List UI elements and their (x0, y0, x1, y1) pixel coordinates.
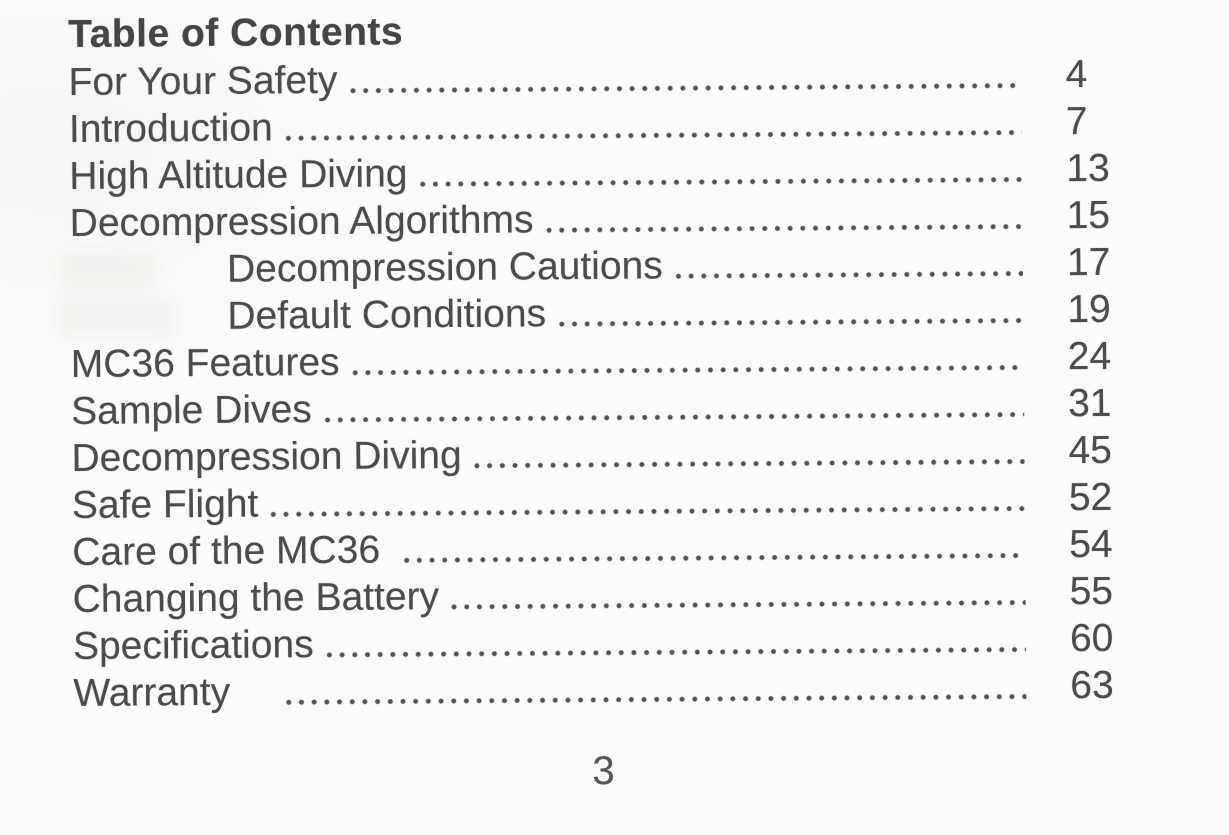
toc-entry (71, 380, 1140, 435)
toc-entry-label: Safe Flight (71, 482, 259, 527)
toc-entry-label: Warranty (73, 670, 274, 715)
dot-leader (471, 458, 1025, 470)
toc-entry (72, 568, 1141, 623)
toc-entry-label: Introduction (68, 106, 273, 151)
dot-leader (543, 223, 1023, 235)
toc-entry (71, 333, 1140, 388)
dot-leader (282, 129, 1022, 143)
dot-leader (448, 598, 1026, 611)
dot-leader (267, 504, 1025, 518)
dot-leader (555, 317, 1023, 329)
toc-entry-page: 60 (1069, 616, 1114, 661)
dot-leader (283, 692, 1027, 706)
toc-entry (71, 427, 1140, 482)
table-of-contents (68, 2, 1143, 717)
toc-entry (70, 286, 1139, 341)
toc-entry-page: 63 (1070, 663, 1114, 708)
toc-entry-page: 31 (1067, 381, 1112, 426)
toc-entry (68, 51, 1137, 106)
toc-entry-label: High Altitude Diving (69, 152, 408, 198)
toc-entry-page: 17 (1066, 240, 1111, 285)
toc-entry (69, 145, 1138, 200)
dot-leader (346, 82, 1021, 95)
toc-entry-label: Care of the MC36 (72, 528, 392, 574)
toc-entry (73, 662, 1142, 717)
toc-entry-label: Sample Dives (70, 388, 312, 433)
dot-leader (321, 411, 1024, 425)
toc-entry (69, 98, 1138, 153)
dot-leader (349, 364, 1024, 377)
toc-entry (69, 192, 1138, 247)
toc-entry-label: MC36 Features (70, 340, 340, 386)
toc-entry-label: Changing the Battery (72, 575, 440, 621)
toc-entry-page: 52 (1068, 475, 1113, 520)
dot-leader (417, 176, 1023, 189)
toc-entry-label: Decompression Algorithms (69, 198, 534, 245)
dot-leader (323, 645, 1026, 659)
toc-entry (72, 474, 1141, 529)
toc-entry (73, 615, 1142, 670)
toc-entry-page: 4 (1065, 52, 1088, 97)
toc-entry-page: 19 (1067, 287, 1111, 332)
toc-entry-label: For Your Safety (68, 58, 338, 104)
toc-entry (72, 521, 1141, 576)
toc-entry-page: 13 (1066, 146, 1110, 191)
toc-entry-label: Decompression Diving (71, 433, 462, 480)
toc-entry-page: 7 (1065, 99, 1088, 144)
folio-page-number: 3 (592, 749, 615, 793)
toc-entry-label: Specifications (72, 623, 314, 668)
toc-entry-page: 15 (1066, 193, 1111, 238)
dot-leader (672, 270, 1023, 281)
toc-entry-label: Decompression Cautions (226, 244, 663, 291)
toc-entry-page: 55 (1069, 569, 1114, 614)
page-title: Table of Contents (68, 10, 404, 56)
toc-entry (70, 239, 1139, 294)
toc-entry-page: 45 (1068, 428, 1113, 473)
dot-leader (400, 551, 1025, 564)
toc-entry-label: Default Conditions (227, 292, 547, 338)
toc-entry-page: 24 (1067, 334, 1112, 379)
toc-entry-page: 54 (1069, 522, 1113, 567)
